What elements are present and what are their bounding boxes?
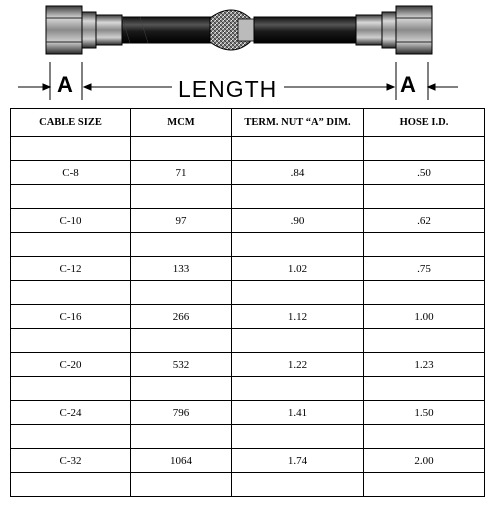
dimension-a-left-label: A xyxy=(57,72,73,97)
cable-spec-table xyxy=(10,108,485,497)
cell-term-nut-dim: 1.74 xyxy=(232,449,364,473)
blank-row xyxy=(11,425,485,449)
cell-mcm: 796 xyxy=(131,401,232,425)
blank-row xyxy=(11,233,485,257)
blank-row xyxy=(11,137,485,161)
hose-right xyxy=(254,17,358,43)
cell-term-nut-dim: .84 xyxy=(232,161,364,185)
header-cable-size: CABLE SIZE xyxy=(11,109,131,137)
header-term-nut-a-dim: TERM. NUT “A” DIM. xyxy=(232,109,364,137)
cell-hose-id: .50 xyxy=(364,161,485,185)
cell-mcm: 97 xyxy=(131,209,232,233)
cell-term-nut-dim: 1.12 xyxy=(232,305,364,329)
table-row xyxy=(11,209,485,233)
table-row xyxy=(11,401,485,425)
blank-row xyxy=(11,377,485,401)
cell-hose-id: 1.23 xyxy=(364,353,485,377)
table-header-row xyxy=(11,109,485,137)
cell-cable-size: C-8 xyxy=(11,161,131,185)
table-row xyxy=(11,305,485,329)
table-row xyxy=(11,257,485,281)
blank-row xyxy=(11,281,485,305)
cell-cable-size: C-32 xyxy=(11,449,131,473)
cell-hose-id: 2.00 xyxy=(364,449,485,473)
cell-cable-size: C-16 xyxy=(11,305,131,329)
cell-cable-size: C-10 xyxy=(11,209,131,233)
header-hose-id: HOSE I.D. xyxy=(364,109,485,137)
cell-mcm: 532 xyxy=(131,353,232,377)
blank-row xyxy=(11,185,485,209)
cell-cable-size: C-12 xyxy=(11,257,131,281)
left-terminal-nut xyxy=(46,6,122,54)
right-terminal-nut xyxy=(356,6,432,54)
cell-term-nut-dim: .90 xyxy=(232,209,364,233)
cell-cable-size: C-20 xyxy=(11,353,131,377)
cell-cable-size: C-24 xyxy=(11,401,131,425)
blank-row xyxy=(11,473,485,497)
cell-hose-id: .62 xyxy=(364,209,485,233)
cell-term-nut-dim: 1.02 xyxy=(232,257,364,281)
dimension-length-label: LENGTH xyxy=(178,76,278,102)
cell-mcm: 71 xyxy=(131,161,232,185)
table-row xyxy=(11,449,485,473)
cell-hose-id: .75 xyxy=(364,257,485,281)
cell-term-nut-dim: 1.22 xyxy=(232,353,364,377)
cell-mcm: 133 xyxy=(131,257,232,281)
hose-left xyxy=(122,17,222,43)
cell-mcm: 266 xyxy=(131,305,232,329)
cell-term-nut-dim: 1.41 xyxy=(232,401,364,425)
hose-cutaway xyxy=(210,10,256,50)
header-mcm: MCM xyxy=(131,109,232,137)
dimension-a-right-label: A xyxy=(400,72,416,97)
cell-hose-id: 1.00 xyxy=(364,305,485,329)
cable-assembly-diagram xyxy=(0,0,492,104)
blank-row xyxy=(11,329,485,353)
cell-hose-id: 1.50 xyxy=(364,401,485,425)
table-row xyxy=(11,161,485,185)
cell-mcm: 1064 xyxy=(131,449,232,473)
table-row xyxy=(11,353,485,377)
